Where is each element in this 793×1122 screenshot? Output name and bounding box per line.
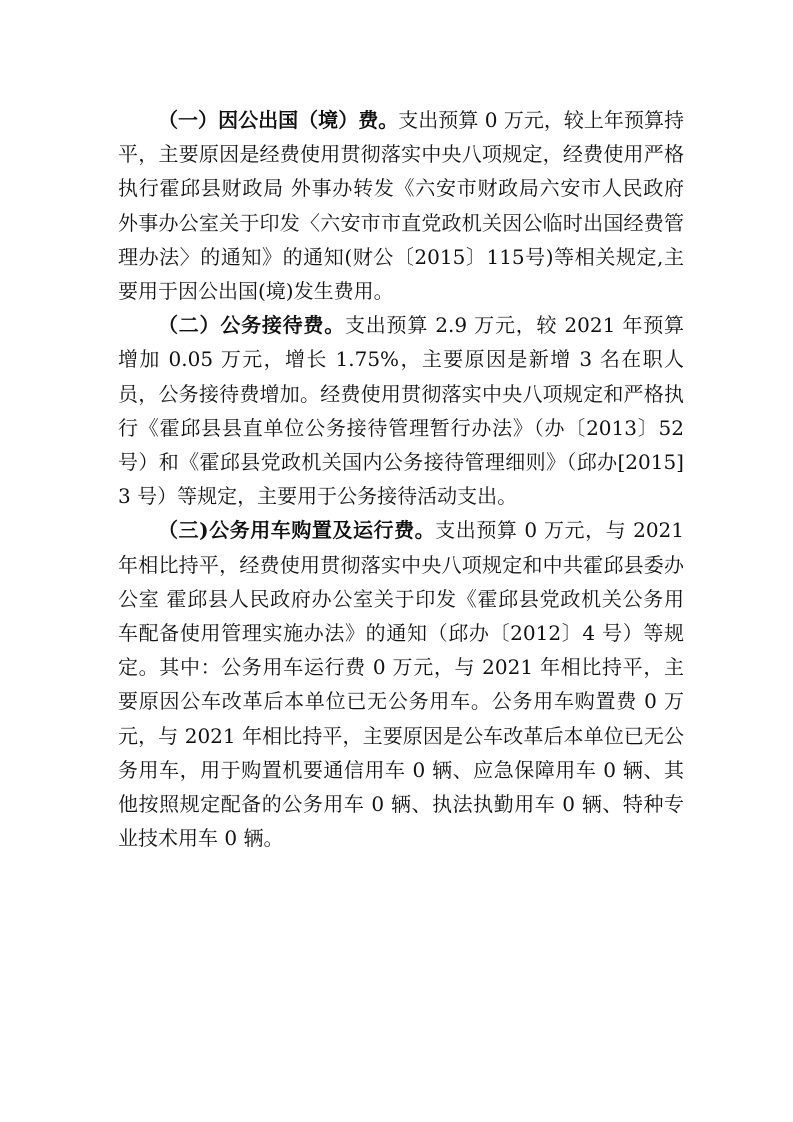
document-body xyxy=(118,103,684,855)
section-official-vehicles xyxy=(118,513,684,855)
section-official-reception xyxy=(118,308,684,513)
section-body: 支出预算 0 万元，与 2021年相比持平，经费使用贯彻落实中央八项规定和中共霍邱县委办公室 霍邱县人民政府办公室关于印发《霍邱县党政机关公务用车配备使用管理实施办法》的通知（邱办〔2012〕4 号）等规定。其中：公务用车运行费 0 万元，与 2021 年相比持平，主要原因公车改革后本单位已无公务用车。公务用车购置费 0 万元，与 2021 年相比持平，主要原因是公车改革后本单位已无公务用车，用于购置机要通信用车 0 辆、应急保障用车 0 辆、其他按照规定配备的公务用车 0 辆、执法执勤用车 0 辆、特种专业技术用车 0 辆。 xyxy=(118,518,684,851)
section-foreign-travel xyxy=(118,103,684,308)
section-heading: （二）公务接待费。 xyxy=(158,313,345,338)
section-body: 支出预算 0 万元，较上年预算持平，主要原因是经费使用贯彻落实中央八项规定，经费使用严格执行霍邱县财政局 外事办转发《六安市财政局六安市人民政府外事办公室关于印发〈六安市市直党政机关因公临时出国经费管理办法〉的通知》的通知(财公〔2015〕115号)等相关规定,主要用于因公出国(境)发生费用。 xyxy=(118,108,684,304)
section-body: 支出预算 2.9 万元，较 2021 年预算增加 0.05 万元，增长 1.75%，主要原因是新增 3 名在职人员，公务接待费增加。经费使用贯彻落实中央八项规定和严格执行《霍邱县县直单位公务接待管理暂行办法》（办〔2013〕52 号）和《霍邱县党政机关国内公务接待管理细则》（邱办[2015]3 号）等规定，主要用于公务接待活动支出。 xyxy=(118,313,685,509)
section-heading: （三)公务用车购置及运行费。 xyxy=(158,518,436,543)
section-heading: （一）因公出国（境）费。 xyxy=(158,108,399,132)
